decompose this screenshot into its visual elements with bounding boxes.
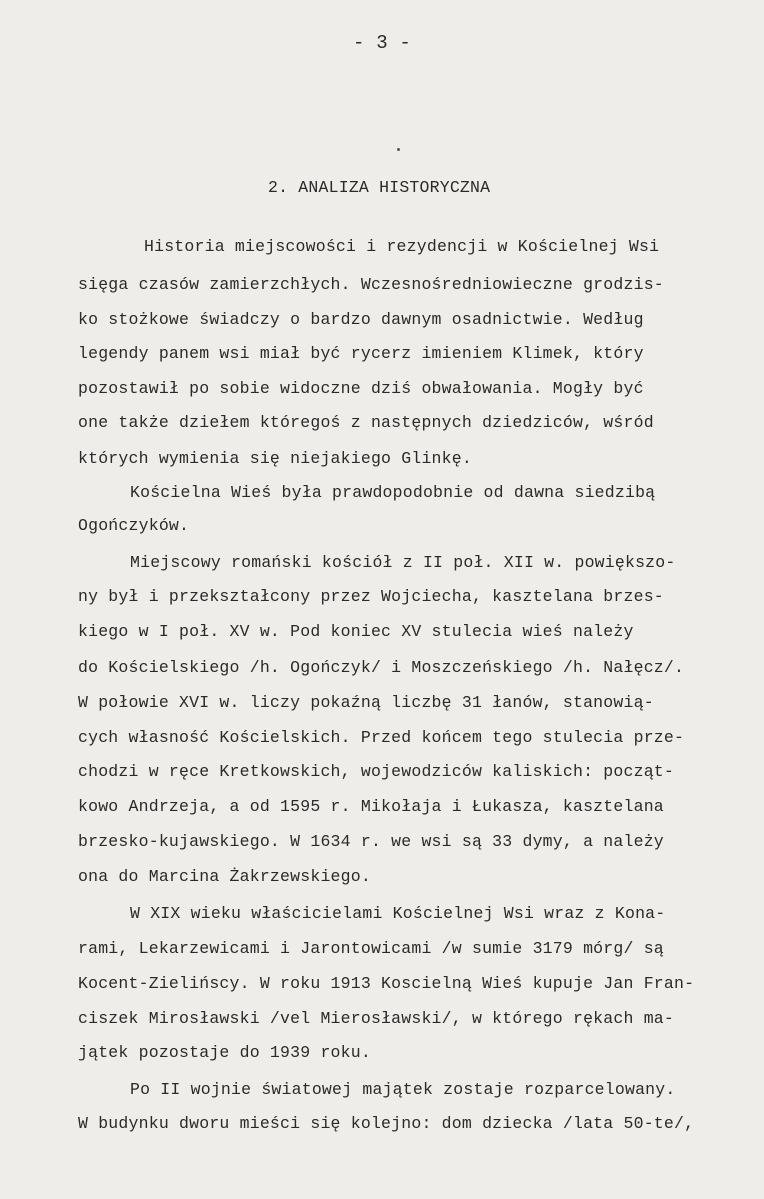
text-line: Historia miejscowości i rezydencji w Kościelnej Wsi (144, 237, 660, 256)
text-line: legendy panem wsi miał być rycerz imieniem Klimek, który (78, 344, 644, 363)
text-line: cych własność Kościelskich. Przed końcem tego stulecia prze- (78, 728, 685, 747)
text-line: Po II wojnie światowej majątek zostaje rozparcelowany. (130, 1080, 676, 1099)
text-line: Kocent-Zielińscy. W roku 1913 Koscielną Wieś kupuje Jan Fran- (78, 974, 695, 993)
text-line: Miejscowy romański kościół z II poł. XII w. powiększo- (130, 553, 676, 572)
text-line: one także dziełem któregoś z następnych dziedziców, wśród (78, 413, 654, 432)
text-line: do Kościelskiego /h. Ogończyk/ i Moszczeńskiego /h. Nałęcz/. (78, 658, 685, 677)
text-line: ciszek Mirosławski /vel Mierosławski/, w którego rękach ma- (78, 1009, 674, 1028)
text-line: jątek pozostaje do 1939 roku. (78, 1043, 371, 1062)
text-line: ko stożkowe świadczy o bardzo dawnym osadnictwie. Według (78, 310, 644, 329)
text-line: chodzi w ręce Kretkowskich, wojewodziców kaliskich: począt- (78, 762, 674, 781)
text-line: rami, Lekarzewicami i Jarontowicami /w sumie 3179 mórg/ są (78, 939, 664, 958)
text-line: pozostawił po sobie widoczne dziś obwałowania. Mogły być (78, 379, 644, 398)
text-line: sięga czasów zamierzchłych. Wczesnośredniowieczne grodzis- (78, 275, 664, 294)
text-line: ny był i przekształcony przez Wojciecha, kasztelana brzes- (78, 587, 664, 606)
text-line: Ogończyków. (78, 516, 190, 535)
text-line: kiego w I poł. XV w. Pod koniec XV stulecia wieś należy (78, 622, 634, 641)
page-number: - 3 - (352, 32, 411, 54)
text-line: Kościelna Wieś była prawdopodobnie od dawna siedzibą (130, 483, 656, 502)
text-line: ona do Marcina Żakrzewskiego. (78, 867, 371, 886)
text-line: W XIX wieku właścicielami Kościelnej Wsi wraz z Kona- (130, 904, 666, 923)
text-line: brzesko-kujawskiego. W 1634 r. we wsi są 33 dymy, a należy (78, 832, 664, 851)
text-line: których wymienia się niejakiego Glinkę. (78, 449, 472, 468)
text-line: kowo Andrzeja, a od 1595 r. Mikołaja i Łukasza, kasztelana (78, 797, 664, 816)
text-line: W połowie XVI w. liczy pokaźną liczbę 31 łanów, stanowią- (78, 693, 654, 712)
section-heading: 2. ANALIZA HISTORYCZNA (268, 178, 491, 197)
paper-speck (397, 148, 400, 151)
text-line: W budynku dworu mieści się kolejno: dom dziecka /lata 50-te/, (78, 1114, 695, 1133)
